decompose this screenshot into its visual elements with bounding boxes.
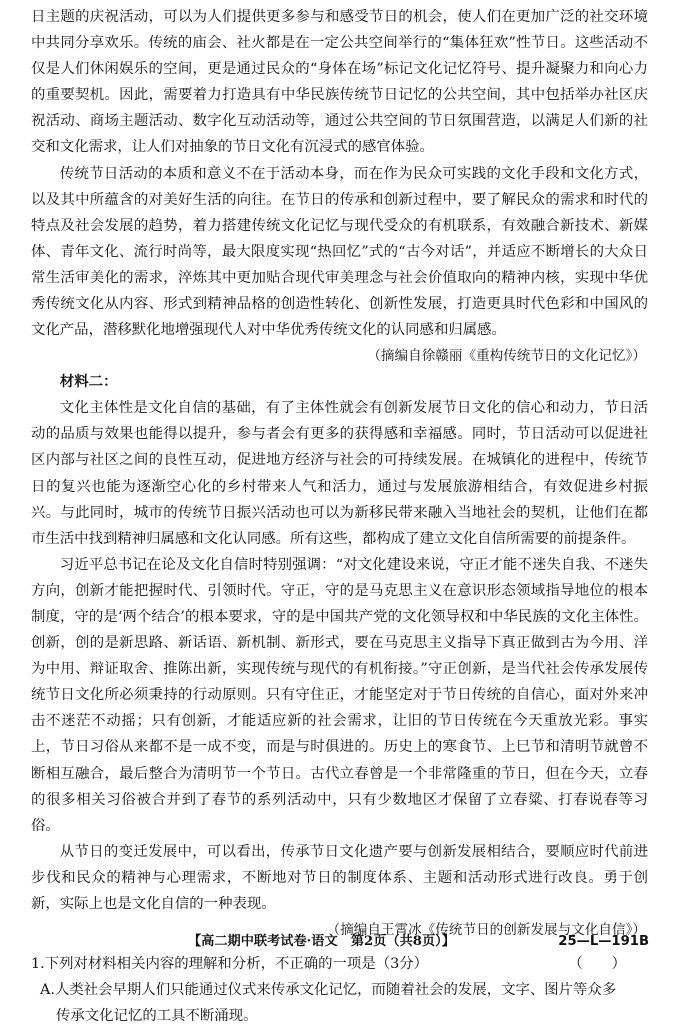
answer-parentheses: （ ） [568,956,626,973]
paragraph-festival-essence: 传统节日活动的本质和意义不在于活动本身，而在作为民众可实践的文化手段和文化方式，以及其中所蕴含的对美好生活的向往。在节日的传承和创新过程中，要了解民众的需求和时代的特点及社会发展的趋势，着力搭建传统文化记忆与现代受众的有机联系，有效融合新技术、新媒体、青年文化、流行时尚等，最大限度实现“热回忆”式的“古今对话”，并适应不断增长的大众日常生活审美化的需求，淬炼其中更加贴合现代审美理念与社会价值取向的精神内核，实现中华优秀传统文化从内容、形式到精神品格的创造性转化、创新性发展，打造更具时代色彩和中国风的文化产品，潜移默化地增强现代人对中华优秀传统文化的认同感和归属感。 [31,165,648,339]
page-content [31,4,648,1029]
paragraph-continued: 日主题的庆祝活动，可以为人们提供更多参与和感受节日的机会，使人们在更加广泛的社交环境中共同分享欢乐。传统的庙会、社火都是在一定公共空间举行的“集体狂欢”性节日。这些活动不仅是人们休闲娱乐的空间，更是通过民众的“身体在场”标记文化记忆符号、提升凝聚力和向心力的重要契机。因此，需要着力打造具有中华民族传统节日记忆的公共空间，其中包括举办社区庆祝活动、商场主题活动、数字化互动活动等，通过公共空间的节日氛围营造，以满足人们新的社交和文化需求，让人们对抽象的节日文化有沉浸式的感官体验。 [31,9,648,156]
footer-title: 【高二期中联考试卷·语文 第2页（共8页）】 [188,934,455,949]
option-a-line-2: 传承文化记忆的工具不断涌现。 [56,1008,258,1025]
paragraph-integrity-innovation: 习近平总书记在论及文化自信时特别强调：“对文化建设来说，守正才能不迷失自我、不迷失方向，创新才能把握时代、引领时代。守正，守的是马克思主义在意识形态领域指导地位的根本制度，守的是‘两个结合’的根本要求，守的是中国共产党的文化领导权和中华民族的文化主体性。创新，创的是新思路、新话语、新机制、新形式，要在马克思主义指导下真正做到古为今用、洋为中用、辩证取舍、推陈出新，实现传统与现代的有机衔接。”守正创新，是当代社会传承发展传统节日文化所必须秉持的行动原则。只有守住正，才能坚定对于节日传统的自信心，面对外来冲击不迷茫不动摇；只有创新，才能适应新的社会需求，让旧的节日传统在今天重放光彩。事实上，节日习俗从来都不是一成不变，而是与时俱进的。历史上的寒食节、上巳节和清明节就曾不断相互融合，最后整合为清明节一个节日。古代立春曾是一个非常隆重的节日，但在今天，立春的很多相关习俗被合并到了春节的系列活动中，只有少数地区才保留了立春粱、打春说春等习俗。 [31,556,648,834]
paragraph-cultural-subjectivity: 文化主体性是文化自信的基础，有了主体性就会有创新发展节日文化的信心和动力，节日活动的品质与效果也能得以提升，参与者会有更多的获得感和幸福感。同时，节日活动可以促进社区内部与社区之间的良性互动，促进地方经济与社会的可持续发展。在城镇化的进程中，传统节日的复兴也能为逐渐空心化的乡村带来人气和活力，通过与发展旅游相结合，有效促进乡村振兴。与此同时，城市的传统节日振兴活动也可以为新移民带来融入当地社会的契机，让他们在都市生活中找到精神归属感和文化认同感。所有这些，都构成了建立文化自信所需要的前提条件。 [31,400,648,547]
question-1-stem: 1.下列对材料相关内容的理解和分析，不正确的一项是（3分） [31,956,429,973]
paragraph-festival-evolution: 从节日的变迁发展中，可以看出，传承节日文化遗产要与创新发展相结合，要顺应时代前进步伐和民众的精神与心理需求，不断地对节日的制度体系、主题和活动形式进行改良。勇于创新，实际上也是文化自信的一种表现。 [31,843,648,912]
question-1 [31,951,648,977]
source-citation-2: （摘编自王霄冰《传统节日的创新发展与文化自信》） [326,922,646,939]
option-a [31,977,648,1029]
option-a-line-1: A.人类社会早期人们只能通过仪式来传承文化记忆，而随着社会的发展，文字、图片等众多 [40,982,617,999]
footer-code: 25—L—191B [558,934,649,949]
material-two-heading: 材料二： [59,373,118,391]
source-citation-1: （摘编自徐赣丽《重构传统节日的文化记忆》） [367,348,646,365]
